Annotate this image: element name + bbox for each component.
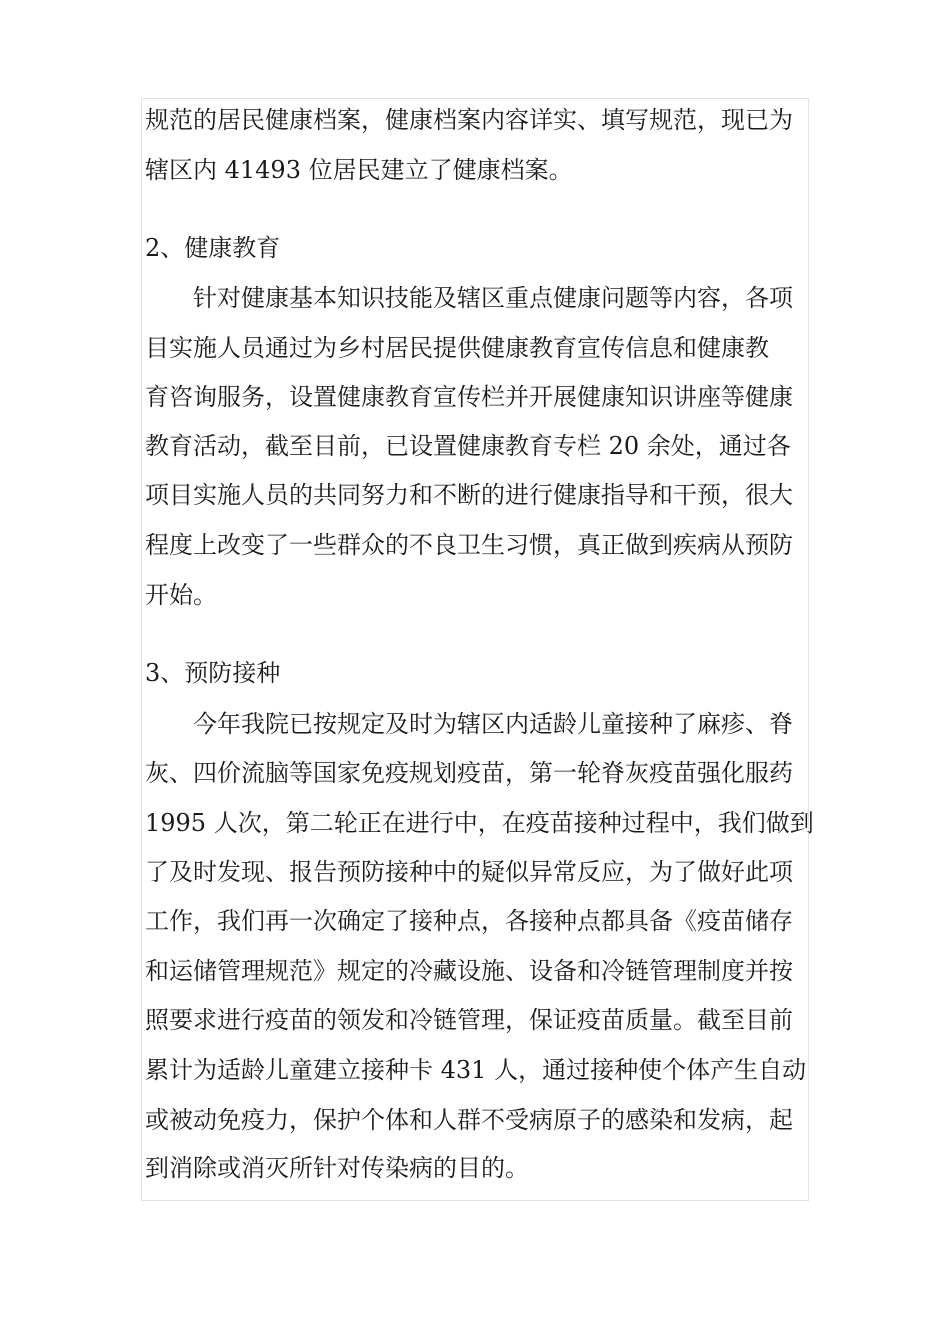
text-frame: [141, 98, 809, 1201]
paragraph-line: 教育活动，截至目前，已设置健康教育专栏 20 余处，通过各: [145, 432, 791, 460]
paragraph-line: 了及时发现、报告预防接种中的疑似异常反应，为了做好此项: [145, 858, 793, 886]
paragraph-line: 累计为适龄儿童建立接种卡 431 人，通过接种使个体产生自动: [145, 1056, 807, 1084]
paragraph-line: 程度上改变了一些群众的不良卫生习惯，真正做到疾病从预防: [145, 531, 793, 559]
section-heading-vaccination: 3、预防接种: [145, 659, 281, 687]
paragraph-line: 开始。: [145, 581, 217, 609]
paragraph-line: 今年我院已按规定及时为辖区内适龄儿童接种了麻疹、脊: [193, 710, 793, 738]
paragraph-line: 项目实施人员的共同努力和不断的进行健康指导和干预，很大: [145, 481, 793, 509]
paragraph-line: 规范的居民健康档案，健康档案内容详实、填写规范，现已为: [145, 106, 793, 134]
paragraph-line: 照要求进行疫苗的领发和冷链管理，保证疫苗质量。截至目前: [145, 1006, 793, 1034]
section-heading-health-education: 2、健康教育: [145, 234, 281, 262]
paragraph-line: 1995 人次，第二轮正在进行中，在疫苗接种过程中，我们做到: [145, 809, 814, 837]
paragraph-line: 辖区内 41493 位居民建立了健康档案。: [145, 156, 573, 184]
paragraph-line: 或被动免疫力，保护个体和人群不受病原子的感染和发病，起: [145, 1106, 793, 1134]
paragraph-line: 育咨询服务，设置健康教育宣传栏并开展健康知识讲座等健康: [145, 383, 793, 411]
paragraph-line: 工作，我们再一次确定了接种点，各接种点都具备《疫苗储存: [145, 907, 793, 935]
paragraph-line: 灰、四价流脑等国家免疫规划疫苗，第一轮脊灰疫苗强化服药: [145, 759, 793, 787]
paragraph-line: 到消除或消灭所针对传染病的目的。: [145, 1154, 529, 1182]
paragraph-line: 针对健康基本知识技能及辖区重点健康问题等内容，各项: [193, 284, 793, 312]
paragraph-line: 目实施人员通过为乡村居民提供健康教育宣传信息和健康教: [145, 334, 769, 362]
paragraph-line: 和运储管理规范》规定的冷藏设施、设备和冷链管理制度并按: [145, 957, 793, 985]
